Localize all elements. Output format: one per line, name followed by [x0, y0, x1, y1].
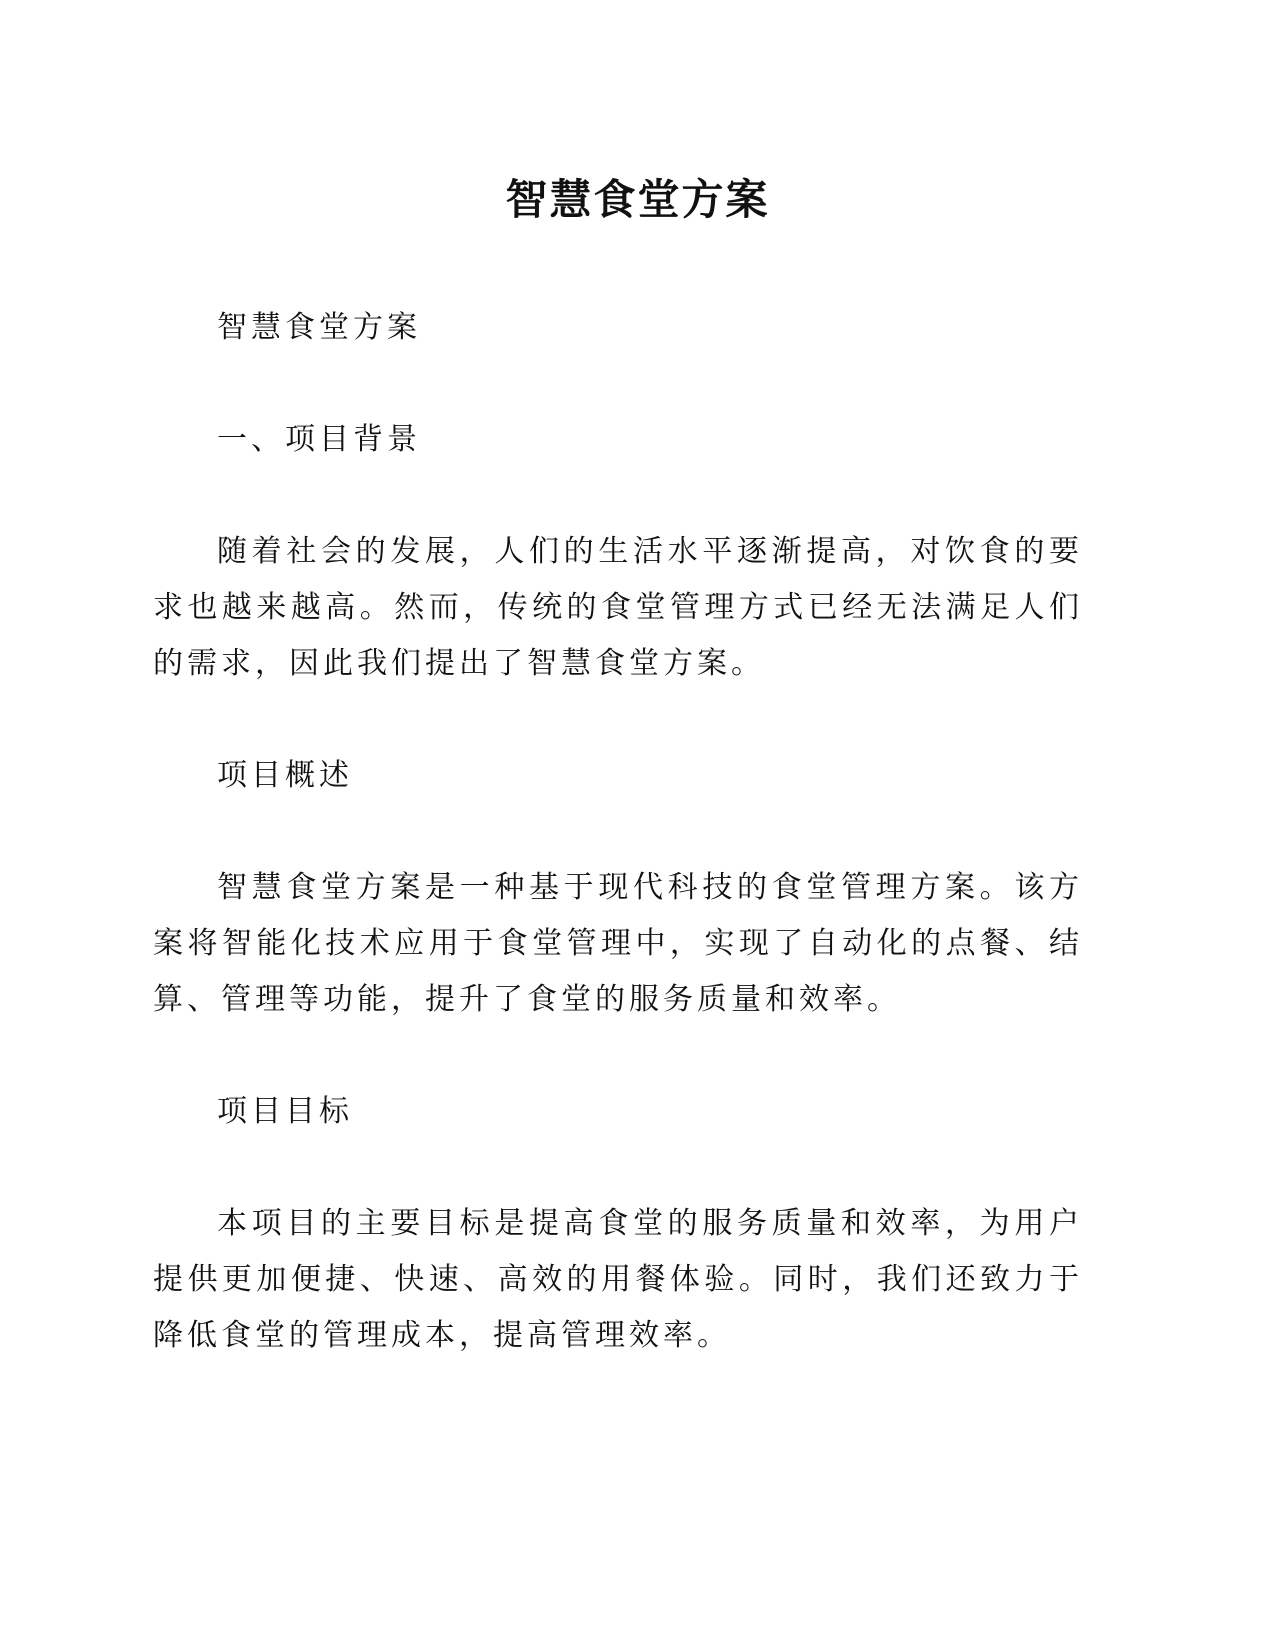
document-title: 智慧食堂方案: [505, 175, 770, 224]
goal-paragraph: 本项目的主要目标是提高食堂的服务质量和效率，为用户提供更加便捷、快速、高效的用餐体验。同时，我们还致力于降低食堂的管理成本，提高管理效率。: [153, 1206, 1083, 1353]
overview-paragraph: 智慧食堂方案是一种基于现代科技的食堂管理方案。该方案将智能化技术应用于食堂管理中，实现了自动化的点餐、结算、管理等功能，提升了食堂的服务质量和效率。: [153, 870, 1083, 1017]
document-subtitle: 智慧食堂方案: [217, 310, 421, 345]
background-paragraph: 随着社会的发展，人们的生活水平逐渐提高，对饮食的要求也越来越高。然而，传统的食堂管理方式已经无法满足人们的需求，因此我们提出了智慧食堂方案。: [153, 534, 1083, 681]
section-heading-background: 一、项目背景: [217, 422, 421, 457]
section-heading-goal: 项目目标: [217, 1094, 353, 1129]
section-heading-overview: 项目概述: [217, 758, 353, 793]
